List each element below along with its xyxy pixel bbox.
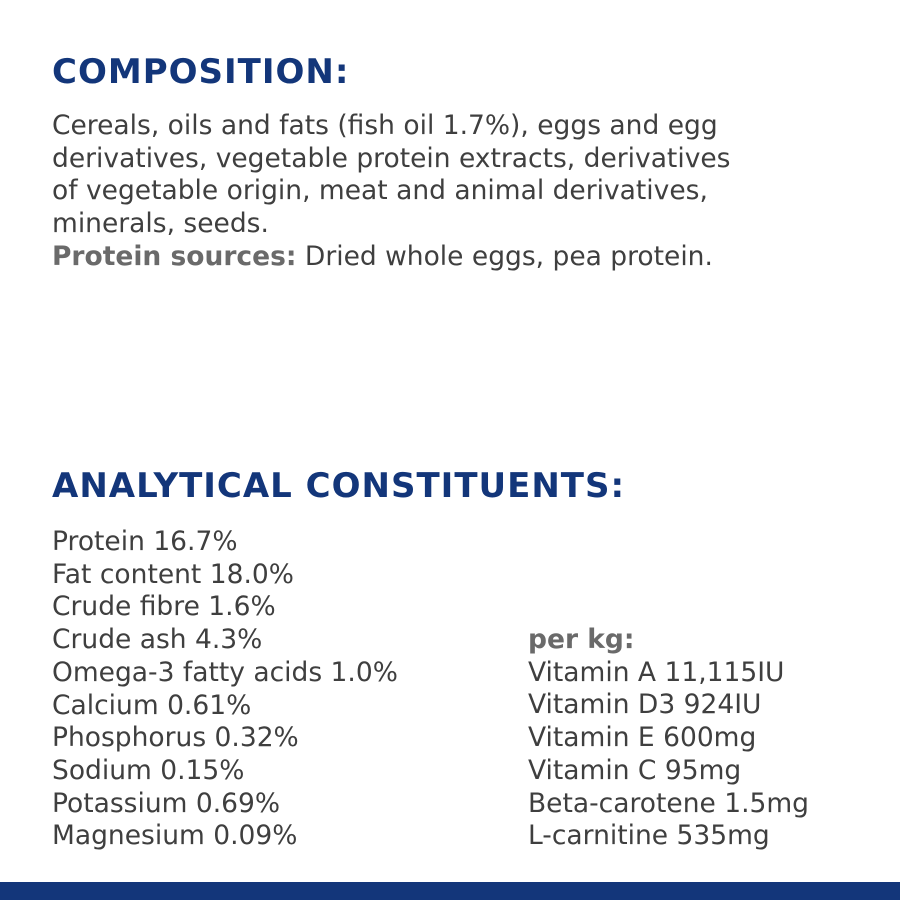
protein-sources-line	[52, 241, 872, 274]
per-kg-item: Beta-carotene 1.5mg	[528, 787, 810, 819]
per-kg-item: Vitamin A 11,115IU	[528, 656, 785, 688]
constituents-list	[52, 526, 398, 853]
per-kg-item: Vitamin D3 924IU	[528, 689, 762, 721]
constituent-item: Crude ash 4.3%	[52, 624, 263, 656]
composition-heading: COMPOSITION:	[52, 52, 350, 92]
analytical-constituents-heading: ANALYTICAL CONSTITUENTS:	[52, 466, 626, 506]
composition-line: minerals, seeds.	[52, 208, 269, 240]
protein-sources-value: Dried whole eggs, pea protein.	[296, 240, 713, 272]
composition-text	[52, 110, 872, 274]
per-kg-label: per kg:	[528, 624, 635, 655]
constituent-item: Crude fibre 1.6%	[52, 591, 276, 623]
bottom-bar	[0, 882, 900, 900]
per-kg-item: L-carnitine 535mg	[528, 820, 770, 852]
constituent-item: Calcium 0.61%	[52, 689, 252, 721]
constituent-item: Magnesium 0.09%	[52, 820, 298, 852]
per-kg-list	[528, 624, 809, 853]
constituent-item: Fat content 18.0%	[52, 558, 294, 590]
constituent-item: Protein 16.7%	[52, 526, 238, 557]
constituent-item: Omega-3 fatty acids 1.0%	[52, 656, 398, 688]
constituent-item: Phosphorus 0.32%	[52, 722, 299, 754]
constituent-item: Sodium 0.15%	[52, 754, 245, 786]
protein-sources-label: Protein sources:	[52, 240, 297, 272]
per-kg-item: Vitamin E 600mg	[528, 722, 757, 754]
per-kg-item: Vitamin C 95mg	[528, 754, 742, 786]
composition-line: Cereals, oils and fats (fish oil 1.7%), eggs and egg	[52, 110, 718, 141]
constituent-item: Potassium 0.69%	[52, 787, 281, 819]
composition-line: derivatives, vegetable protein extracts, derivatives	[52, 142, 731, 174]
composition-line: of vegetable origin, meat and animal derivatives,	[52, 175, 708, 207]
